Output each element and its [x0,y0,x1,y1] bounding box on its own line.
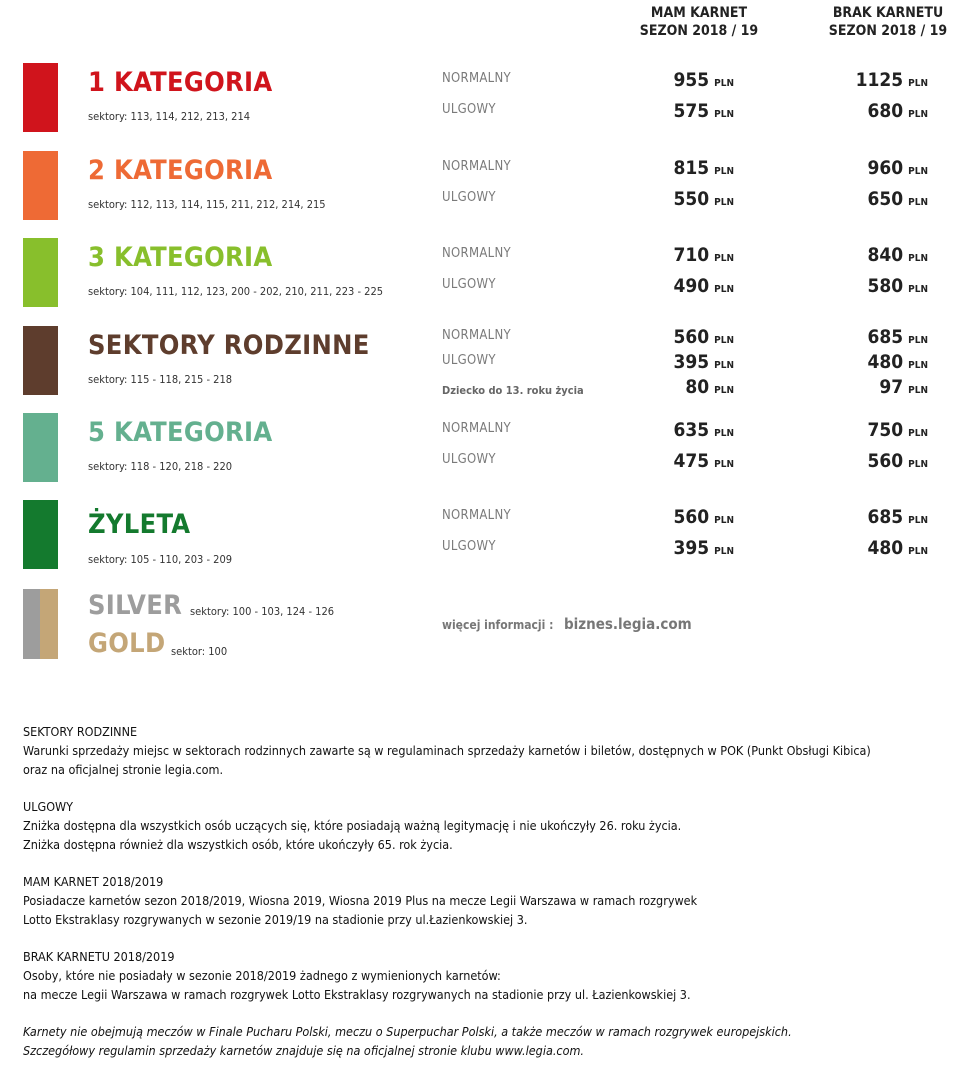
price-brak-karnetu [738,537,928,559]
price-brak-karnetu [738,351,928,373]
note-rodzinne-line2: oraz na oficjalnej stronie legia.com. [23,762,224,777]
price-value: 395 [673,537,710,559]
price-value: 710 [673,244,710,266]
price-brak-karnetu [738,100,928,122]
category-sectors: sektory: 112, 113, 114, 115, 211, 212, 214, 215 [88,198,326,211]
price-mam-karnet [544,69,734,91]
note-italic-line1: Karnety nie obejmują meczów w Finale Pucharu Polski, meczu o Superpuchar Polski, a także meczów w ramach rozgrywek europejskich. [23,1024,792,1039]
column-header-mam-line2: SEZON 2018 / 19 [639,23,759,39]
category-color-swatch [23,238,58,307]
price-mam-karnet [544,188,734,210]
note-brak-title: BRAK KARNETU 2018/2019 [23,949,175,964]
price-currency: PLN [908,284,928,295]
category-sectors: sektory: 105 - 110, 203 - 209 [88,553,233,566]
price-value: 580 [867,275,904,297]
price-value: 635 [673,419,710,441]
note-ulgowy-line2: Zniżka dostępna również dla wszystkich osób, które ukończyły 65. rok życia. [23,837,453,852]
price-value: 560 [673,506,710,528]
price-mam-karnet [544,419,734,441]
ticket-type-label: NORMALNY [442,508,511,523]
price-currency: PLN [714,335,734,346]
price-brak-karnetu [738,157,928,179]
note-brak-line1: Osoby, które nie posiadały w sezonie 2018/2019 żadnego z wymienionych karnetów: [23,968,501,983]
category-sectors: sektory: 113, 114, 212, 213, 214 [88,110,251,123]
ticket-type-label: NORMALNY [442,71,511,86]
price-currency: PLN [908,166,928,177]
price-currency: PLN [714,197,734,208]
ticket-type-label: NORMALNY [442,328,511,343]
ticket-type-label: ULGOWY [442,190,496,205]
price-brak-karnetu [738,244,928,266]
category-color-swatch [23,63,58,132]
price-currency: PLN [908,546,928,557]
note-brak-line2: na mecze Legii Warszawa w ramach rozgrywek Lotto Ekstraklasy rozgrywanych na stadionie przy ul. Łazienkowskiej 3. [23,987,691,1002]
category-title: 1 KATEGORIA [88,67,273,98]
price-currency: PLN [714,360,734,371]
ticket-type-label: ULGOWY [442,102,496,117]
gold-title: GOLD [88,628,166,659]
note-mam-line2: Lotto Ekstraklasy rozgrywanych w sezonie 2019/19 na stadionie przy ul.Łazienkowskiej 3. [23,912,528,927]
price-currency: PLN [908,253,928,264]
silver-sectors: sektory: 100 - 103, 124 - 126 [190,605,335,618]
notes-section [23,722,958,1078]
category-sectors: sektory: 118 - 120, 218 - 220 [88,460,233,473]
price-value: 550 [673,188,710,210]
price-currency: PLN [908,78,928,89]
category-color-swatch [23,500,58,569]
note-ulgowy-line1: Zniżka dostępna dla wszystkich osób uczących się, które posiadają ważną legitymację i nie ukończyły 26. roku życia. [23,818,682,833]
category-title: 3 KATEGORIA [88,242,273,273]
price-brak-karnetu [738,376,928,398]
price-brak-karnetu [738,326,928,348]
gold-swatch [40,589,58,659]
price-currency: PLN [908,515,928,526]
ticket-type-label: ULGOWY [442,277,496,292]
ticket-type-label: NORMALNY [442,421,511,436]
category-color-swatch [23,326,58,395]
price-value: 490 [673,275,710,297]
category-title: 5 KATEGORIA [88,417,273,448]
price-brak-karnetu [738,275,928,297]
price-mam-karnet [544,157,734,179]
price-mam-karnet [544,100,734,122]
price-value: 480 [867,351,904,373]
price-currency: PLN [908,109,928,120]
category-title: 2 KATEGORIA [88,155,273,186]
note-rodzinne-line1: Warunki sprzedaży miejsc w sektorach rodzinnych zawarte są w regulaminach sprzedaży karnetów i biletów, dostępnych w POK (Punkt Obsługi Kibica) [23,743,871,758]
column-header-mam-karnet [619,4,779,40]
price-currency: PLN [714,515,734,526]
ticket-type-label: Dziecko do 13. roku życia [442,384,584,397]
price-brak-karnetu [738,506,928,528]
price-currency: PLN [714,428,734,439]
column-header-brak-line1: BRAK KARNETU [832,5,944,21]
price-currency: PLN [714,78,734,89]
price-brak-karnetu [738,450,928,472]
price-currency: PLN [714,284,734,295]
price-currency: PLN [714,459,734,470]
category-sectors: sektory: 104, 111, 112, 123, 200 - 202, 210, 211, 223 - 225 [88,285,384,298]
price-value: 1125 [855,69,904,91]
price-value: 560 [673,326,710,348]
price-mam-karnet [544,275,734,297]
category-sectors: sektory: 115 - 118, 215 - 218 [88,373,233,386]
ticket-type-label: ULGOWY [442,353,496,368]
price-value: 97 [879,376,904,398]
note-mam-line1: Posiadacze karnetów sezon 2018/2019, Wiosna 2019, Wiosna 2019 Plus na mecze Legii Warszawa w ramach rozgrywek [23,893,698,908]
price-mam-karnet [544,506,734,528]
price-value: 955 [673,69,710,91]
price-currency: PLN [908,197,928,208]
price-value: 475 [673,450,710,472]
price-value: 680 [867,100,904,122]
price-value: 395 [673,351,710,373]
price-mam-karnet [544,376,734,398]
note-ulgowy-title: ULGOWY [23,799,74,814]
price-currency: PLN [908,428,928,439]
column-header-mam-line1: MAM KARNET [650,5,748,21]
more-info-link[interactable]: biznes.legia.com [563,615,692,633]
gold-sectors: sektor: 100 [171,645,228,658]
price-value: 80 [685,376,710,398]
price-value: 750 [867,419,904,441]
silver-title: SILVER [88,590,183,621]
price-value: 685 [867,326,904,348]
price-value: 960 [867,157,904,179]
note-italic-line2: Szczegółowy regulamin sprzedaży karnetów znajduje się na oficjalnej stronie klubu www.legia.com. [23,1043,584,1058]
price-currency: PLN [714,109,734,120]
note-rodzinne-title: SEKTORY RODZINNE [23,724,138,739]
price-currency: PLN [908,385,928,396]
ticket-type-label: NORMALNY [442,246,511,261]
price-value: 815 [673,157,710,179]
ticket-type-label: NORMALNY [442,159,511,174]
ticket-type-label: ULGOWY [442,539,496,554]
price-brak-karnetu [738,188,928,210]
price-mam-karnet [544,450,734,472]
price-value: 480 [867,537,904,559]
price-value: 685 [867,506,904,528]
category-color-swatch [23,151,58,220]
price-mam-karnet [544,351,734,373]
price-currency: PLN [714,546,734,557]
more-info-label: więcej informacji : [442,618,554,632]
price-currency: PLN [908,459,928,470]
category-title: ŻYLETA [88,509,191,540]
price-currency: PLN [714,166,734,177]
price-brak-karnetu [738,69,928,91]
price-mam-karnet [544,244,734,266]
category-color-swatch [23,413,58,482]
price-value: 575 [673,100,710,122]
column-header-brak-line2: SEZON 2018 / 19 [828,23,948,39]
price-value: 560 [867,450,904,472]
silver-swatch [23,589,40,659]
price-mam-karnet [544,326,734,348]
price-currency: PLN [714,253,734,264]
more-info [442,614,692,633]
price-mam-karnet [544,537,734,559]
price-value: 650 [867,188,904,210]
price-brak-karnetu [738,419,928,441]
price-value: 840 [867,244,904,266]
ticket-type-label: ULGOWY [442,452,496,467]
note-mam-title: MAM KARNET 2018/2019 [23,874,164,889]
price-currency: PLN [908,360,928,371]
price-currency: PLN [908,335,928,346]
column-header-brak-karnetu [808,4,962,40]
price-currency: PLN [714,385,734,396]
category-title: SEKTORY RODZINNE [88,330,370,361]
